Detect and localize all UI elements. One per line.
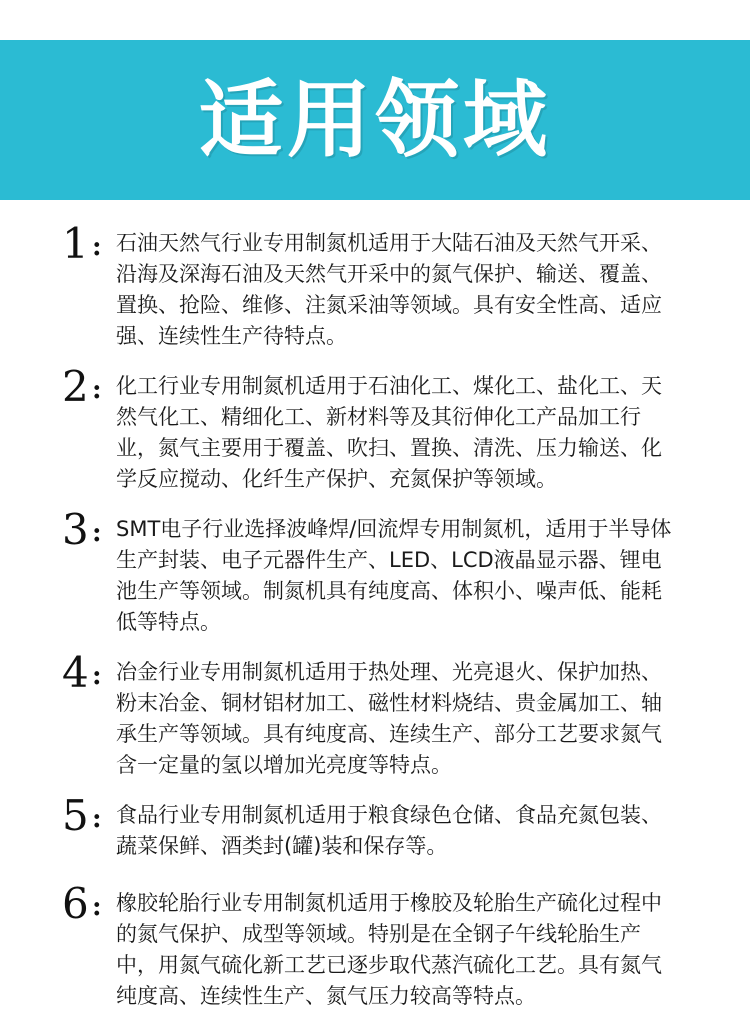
item-colon: : [92, 518, 102, 548]
list-item [0, 362, 750, 514]
item-text: 石油天然气行业专用制氮机适用于大陆石油及天然气开采、沿海及深海石油及天然气开采中的氮气保护、输送、覆盖、置换、抢险、维修、注氮采油等领域。具有安全性高、适应强、连续性生产待特点。 [116, 231, 662, 348]
item-number: 3 [62, 505, 89, 554]
list-item [0, 505, 750, 657]
title-banner [0, 40, 750, 200]
list-item [0, 791, 750, 888]
item-number: 2 [62, 362, 89, 411]
item-number: 4 [62, 648, 89, 697]
item-number: 1 [62, 219, 89, 268]
item-text: 化工行业专用制氮机适用于石油化工、煤化工、盐化工、天然气化工、精细化工、新材料等及其衍伸化工产品加工行业，氮气主要用于覆盖、吹扫、置换、清洗、压力输送、化学反应搅动、化纤生产保护、充氮保护等领域。 [116, 374, 662, 491]
item-colon: : [92, 661, 102, 691]
item-text: 橡胶轮胎行业专用制氮机适用于橡胶及轮胎生产硫化过程中的氮气保护、成型等领域。特别是在全钢子午线轮胎生产中，用氮气硫化新工艺已逐步取代蒸汽硫化工艺。具有氮气纯度高、连续性生产、氮气压力较高等特点。 [116, 891, 662, 1008]
list-item [0, 648, 750, 800]
application-list [0, 219, 750, 1031]
page-title: 适用领域 [198, 71, 551, 169]
item-text: SMT电子行业选择波峰焊/回流焊专用制氮机，适用于半导体生产封装、电子元器件生产、LED、LCD液晶显示器、锂电池生产等领域。制氮机具有纯度高、体积小、噪声低、能耗低等特点。 [116, 517, 672, 634]
item-colon: : [92, 375, 102, 405]
item-number: 6 [62, 879, 89, 928]
item-number: 5 [62, 791, 89, 840]
item-text: 冶金行业专用制氮机适用于热处理、光亮退火、保护加热、粉末冶金、铜材铝材加工、磁性材料烧结、贵金属加工、轴承生产等领域。具有纯度高、连续生产、部分工艺要求氮气含一定量的氢以增加光亮度等特点。 [116, 660, 662, 777]
item-text: 食品行业专用制氮机适用于粮食绿色仓储、食品充氮包装、蔬菜保鲜、酒类封(罐)装和保存等。 [116, 803, 662, 858]
item-colon: : [92, 232, 102, 262]
item-colon: : [92, 804, 102, 834]
list-item [0, 219, 750, 371]
item-colon: : [92, 892, 102, 922]
list-item [0, 879, 750, 1031]
